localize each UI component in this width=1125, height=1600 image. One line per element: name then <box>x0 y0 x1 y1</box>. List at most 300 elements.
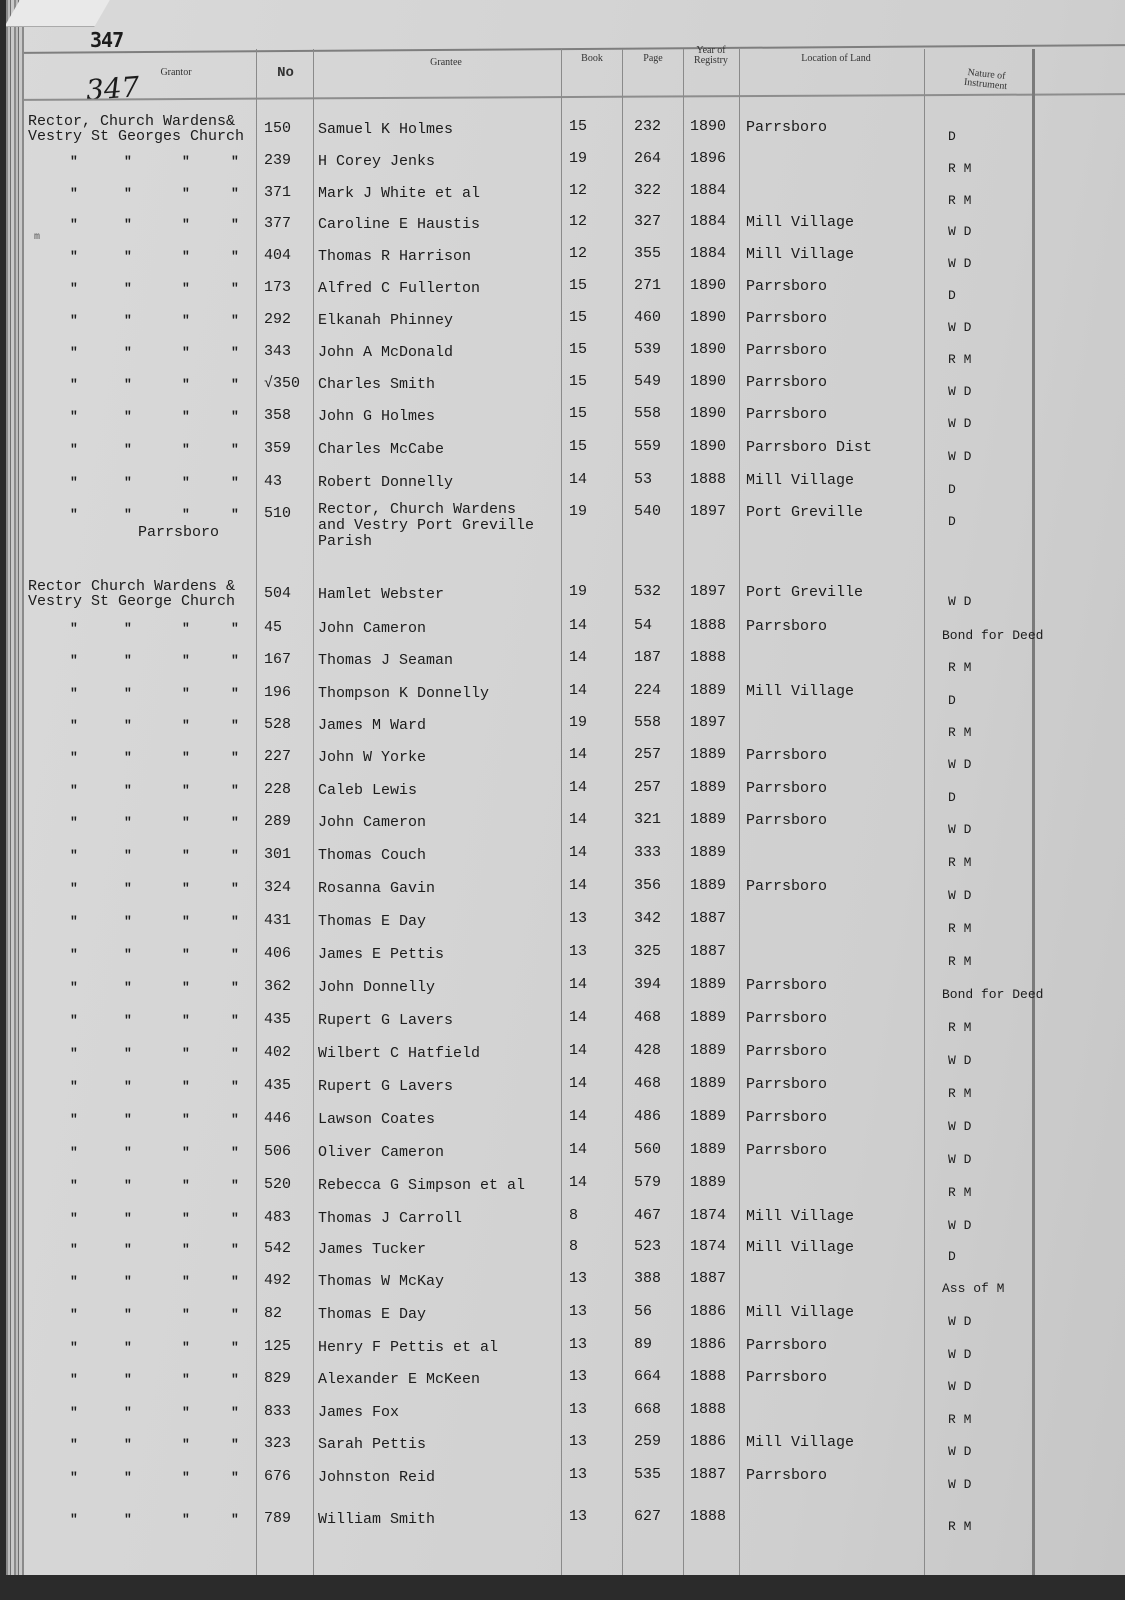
ditto-mark: " <box>231 313 239 328</box>
location-of-land: Mill Village <box>746 1304 855 1321</box>
ditto-mark: " <box>231 1242 239 1257</box>
ditto-mark: " <box>124 217 132 232</box>
location-of-land: Parrsboro <box>746 1109 828 1126</box>
grantee-name: John Cameron <box>318 620 427 637</box>
year-of-registry: 1897 <box>690 583 727 600</box>
nature-of-instrument: R M <box>948 1412 972 1427</box>
ditto-mark: " <box>124 1437 132 1452</box>
ditto-mark: " <box>182 1145 190 1160</box>
book-number: 15 <box>569 341 588 358</box>
nature-of-instrument: D <box>948 514 956 529</box>
entry-number: 167 <box>264 651 292 668</box>
ditto-mark: " <box>124 186 132 201</box>
year-of-registry: 1874 <box>690 1207 727 1224</box>
ditto-mark: " <box>182 377 190 392</box>
entry-number: 150 <box>264 120 292 137</box>
ditto-mark: " <box>70 442 78 457</box>
ditto-mark: " <box>124 1470 132 1485</box>
year-of-registry: 1888 <box>690 1401 727 1418</box>
entry-number: 542 <box>264 1240 292 1257</box>
nature-of-instrument: W D <box>948 822 972 837</box>
book-number: 14 <box>569 1009 588 1026</box>
ditto-mark: " <box>182 848 190 863</box>
location-of-land: Parrsboro <box>746 618 828 635</box>
ditto-mark: " <box>182 1211 190 1226</box>
ditto-mark: " <box>182 345 190 360</box>
ditto-mark: " <box>231 154 239 169</box>
table-row <box>6 684 1125 714</box>
ditto-mark: " <box>182 621 190 636</box>
grantee-name: Rupert G Lavers <box>318 1012 454 1029</box>
entry-number: 289 <box>264 813 292 830</box>
entry-number: √350 <box>264 375 301 392</box>
ditto-mark: " <box>124 154 132 169</box>
table-row <box>6 748 1125 778</box>
year-of-registry: 1887 <box>690 1270 727 1287</box>
page-number: 259 <box>634 1433 662 1450</box>
year-of-registry: 1890 <box>690 309 727 326</box>
ditto-mark: " <box>70 313 78 328</box>
book-number: 15 <box>569 277 588 294</box>
location-of-land: Parrsboro Dist <box>746 439 873 456</box>
table-row <box>6 1011 1125 1041</box>
ditto-mark: " <box>182 217 190 232</box>
ditto-mark: " <box>70 718 78 733</box>
location-of-land: Parrsboro <box>746 406 828 423</box>
location-of-land: Mill Village <box>746 1434 855 1451</box>
year-of-registry: 1896 <box>690 150 727 167</box>
grantee-name: James M Ward <box>318 717 427 734</box>
ditto-mark: " <box>70 1470 78 1485</box>
ditto-mark: " <box>70 848 78 863</box>
entry-number: 504 <box>264 585 292 602</box>
location-of-land: Parrsboro <box>746 1337 828 1354</box>
location-of-land: Parrsboro <box>746 310 828 327</box>
grantor-text: Vestry St George Church <box>28 593 236 610</box>
ditto-mark: " <box>70 345 78 360</box>
nature-of-instrument: W D <box>948 1152 972 1167</box>
grantee-name: H Corey Jenks <box>318 153 436 170</box>
page-number: 664 <box>634 1368 662 1385</box>
ditto-mark: " <box>231 1405 239 1420</box>
table-row <box>6 1077 1125 1107</box>
entry-number: 358 <box>264 407 292 424</box>
entry-number: 228 <box>264 781 292 798</box>
entry-number: 483 <box>264 1209 292 1226</box>
page-number: 232 <box>634 118 662 135</box>
ditto-mark: " <box>182 881 190 896</box>
page-number: 327 <box>634 213 662 230</box>
nature-of-instrument: D <box>948 288 956 303</box>
ditto-mark: " <box>70 750 78 765</box>
ditto-mark: " <box>70 1046 78 1061</box>
year-of-registry: 1889 <box>690 779 727 796</box>
ditto-mark: " <box>182 1470 190 1485</box>
ditto-mark: " <box>70 1242 78 1257</box>
page-number: 56 <box>634 1303 653 1320</box>
book-number: 13 <box>569 1401 588 1418</box>
table-row <box>6 407 1125 437</box>
entry-number: 406 <box>264 945 292 962</box>
book-number: 19 <box>569 150 588 167</box>
ditto-mark: " <box>124 653 132 668</box>
page-number: 321 <box>634 811 662 828</box>
table-row <box>6 1143 1125 1173</box>
ditto-mark: " <box>124 345 132 360</box>
grantee-name: Parish <box>318 533 373 550</box>
location-of-land: Mill Village <box>746 246 855 263</box>
nature-of-instrument: W D <box>948 320 972 335</box>
entry-number: 362 <box>264 978 292 995</box>
year-of-registry: 1887 <box>690 910 727 927</box>
ditto-mark: " <box>70 1512 78 1527</box>
entry-number: 323 <box>264 1435 292 1452</box>
nature-of-instrument: R M <box>948 193 972 208</box>
table-row <box>6 1209 1125 1239</box>
page-number: 264 <box>634 150 662 167</box>
nature-of-instrument: W D <box>948 1218 972 1233</box>
ditto-mark: " <box>182 1274 190 1289</box>
nature-of-instrument: Ass of M <box>942 1281 1005 1296</box>
ditto-mark: " <box>70 186 78 201</box>
entry-number: 676 <box>264 1468 292 1485</box>
ditto-mark: " <box>70 1405 78 1420</box>
book-number: 13 <box>569 1368 588 1385</box>
ditto-mark: " <box>70 1112 78 1127</box>
page-number: 460 <box>634 309 662 326</box>
year-of-registry: 1889 <box>690 1174 727 1191</box>
page-number: 468 <box>634 1009 662 1026</box>
ditto-mark: " <box>182 249 190 264</box>
grantee-name: Oliver Cameron <box>318 1144 445 1161</box>
page-number: 355 <box>634 245 662 262</box>
ditto-mark: " <box>124 718 132 733</box>
year-of-registry: 1897 <box>690 503 727 520</box>
ditto-mark: " <box>70 914 78 929</box>
book-number: 12 <box>569 245 588 262</box>
ditto-mark: " <box>231 281 239 296</box>
ditto-mark: " <box>182 686 190 701</box>
book-number: 15 <box>569 118 588 135</box>
location-of-land: Mill Village <box>746 472 855 489</box>
nature-of-instrument: W D <box>948 449 972 464</box>
table-row <box>6 1305 1125 1335</box>
ditto-mark: " <box>231 507 239 522</box>
table-row <box>6 1240 1125 1270</box>
ditto-mark: " <box>182 750 190 765</box>
nature-of-instrument: R M <box>948 725 972 740</box>
page-number: 627 <box>634 1508 662 1525</box>
ditto-mark: " <box>182 281 190 296</box>
ditto-mark: " <box>182 1340 190 1355</box>
entry-number: 43 <box>264 473 283 490</box>
entry-number: 510 <box>264 505 292 522</box>
ditto-mark: " <box>231 409 239 424</box>
ditto-mark: " <box>124 281 132 296</box>
entry-number: 833 <box>264 1403 292 1420</box>
table-row <box>6 978 1125 1008</box>
location-of-land: Parrsboro <box>746 747 828 764</box>
table-row <box>6 912 1125 942</box>
nature-of-instrument: W D <box>948 1477 972 1492</box>
ditto-mark: " <box>182 1178 190 1193</box>
ditto-mark: " <box>231 653 239 668</box>
grantee-name: Rebecca G Simpson et al <box>318 1177 526 1194</box>
ditto-mark: " <box>231 1307 239 1322</box>
ditto-mark: " <box>70 377 78 392</box>
ditto-mark: " <box>182 815 190 830</box>
table-row <box>6 343 1125 373</box>
entry-number: 829 <box>264 1370 292 1387</box>
ledger-page <box>6 0 1125 1575</box>
page-number: 333 <box>634 844 662 861</box>
year-of-registry: 1889 <box>690 1141 727 1158</box>
nature-of-instrument: W D <box>948 757 972 772</box>
ditto-mark: " <box>231 621 239 636</box>
grantee-name: Rector, Church Wardens <box>318 501 517 518</box>
page-number: 325 <box>634 943 662 960</box>
nature-of-instrument: R M <box>948 1185 972 1200</box>
page-number: 356 <box>634 877 662 894</box>
ditto-mark: " <box>124 1079 132 1094</box>
page-number: 54 <box>634 617 653 634</box>
location-of-land: Parrsboro <box>746 1010 828 1027</box>
ditto-mark: " <box>231 947 239 962</box>
book-number: 14 <box>569 1174 588 1191</box>
ditto-mark: " <box>231 1274 239 1289</box>
year-of-registry: 1889 <box>690 1075 727 1092</box>
page-number: 322 <box>634 182 662 199</box>
page-number: 540 <box>634 503 662 520</box>
year-of-registry: 1888 <box>690 617 727 634</box>
ditto-mark: " <box>231 1013 239 1028</box>
table-row <box>6 215 1125 245</box>
nature-of-instrument: R M <box>948 954 972 969</box>
entry-number: 371 <box>264 184 292 201</box>
ditto-mark: " <box>70 653 78 668</box>
nature-of-instrument: W D <box>948 1053 972 1068</box>
book-number: 14 <box>569 1108 588 1125</box>
page-number: 532 <box>634 583 662 600</box>
year-of-registry: 1890 <box>690 341 727 358</box>
grantee-name: James E Pettis <box>318 946 445 963</box>
grantee-name: Samuel K Holmes <box>318 121 454 138</box>
book-number: 19 <box>569 503 588 520</box>
year-of-registry: 1889 <box>690 746 727 763</box>
table-row <box>6 1510 1125 1540</box>
entry-number: 377 <box>264 215 292 232</box>
year-of-registry: 1889 <box>690 1108 727 1125</box>
year-of-registry: 1884 <box>690 182 727 199</box>
page-number: 560 <box>634 1141 662 1158</box>
grantee-name: Thomas E Day <box>318 913 427 930</box>
nature-of-instrument: R M <box>948 1020 972 1035</box>
entry-number: 82 <box>264 1305 283 1322</box>
grantee-name: and Vestry Port Greville <box>318 517 535 534</box>
nature-of-instrument: R M <box>948 1519 972 1534</box>
book-number: 14 <box>569 779 588 796</box>
page-number: 187 <box>634 649 662 666</box>
page-number: 257 <box>634 746 662 763</box>
entry-number: 435 <box>264 1077 292 1094</box>
nature-of-instrument: D <box>948 1249 956 1264</box>
location-of-land: Parrsboro <box>746 119 828 136</box>
ditto-mark: " <box>124 1242 132 1257</box>
ditto-mark: " <box>124 377 132 392</box>
ditto-mark: " <box>124 1013 132 1028</box>
nature-of-instrument: W D <box>948 256 972 271</box>
table-row <box>6 619 1125 649</box>
ditto-mark: " <box>70 1211 78 1226</box>
ditto-mark: " <box>182 1013 190 1028</box>
ditto-mark: " <box>182 154 190 169</box>
entry-number: 446 <box>264 1110 292 1127</box>
grantee-name: Elkanah Phinney <box>318 312 454 329</box>
book-number: 14 <box>569 844 588 861</box>
ditto-mark: " <box>70 281 78 296</box>
location-of-land: Parrsboro <box>746 1043 828 1060</box>
year-of-registry: 1888 <box>690 649 727 666</box>
grantee-name: Alfred C Fullerton <box>318 280 481 297</box>
grantor-extra: Parrsboro <box>138 524 220 541</box>
table-row <box>6 813 1125 843</box>
table-row <box>6 473 1125 503</box>
entry-number: 528 <box>264 716 292 733</box>
table-row <box>6 247 1125 277</box>
ditto-mark: " <box>231 815 239 830</box>
grantee-name: Thomas W McKay <box>318 1273 445 1290</box>
page-number: 271 <box>634 277 662 294</box>
table-row <box>6 1176 1125 1206</box>
entry-number: 435 <box>264 1011 292 1028</box>
ditto-mark: " <box>231 1178 239 1193</box>
book-number: 13 <box>569 1270 588 1287</box>
nature-of-instrument: R M <box>948 660 972 675</box>
book-number: 8 <box>569 1238 579 1255</box>
nature-of-instrument: R M <box>948 161 972 176</box>
book-number: 12 <box>569 213 588 230</box>
book-number: 13 <box>569 943 588 960</box>
location-of-land: Parrsboro <box>746 812 828 829</box>
table-row <box>6 1272 1125 1302</box>
ditto-mark: " <box>124 249 132 264</box>
header-location-of-land: Location of Land <box>801 53 871 64</box>
year-of-registry: 1886 <box>690 1336 727 1353</box>
book-number: 14 <box>569 617 588 634</box>
table-row <box>6 716 1125 746</box>
table-row <box>6 1370 1125 1400</box>
ditto-mark: " <box>231 914 239 929</box>
entry-number: 431 <box>264 912 292 929</box>
page-number: 467 <box>634 1207 662 1224</box>
ditto-mark: " <box>231 1437 239 1452</box>
ditto-mark: " <box>70 1013 78 1028</box>
ditto-mark: " <box>231 718 239 733</box>
book-number: 12 <box>569 182 588 199</box>
ditto-mark: " <box>124 881 132 896</box>
header-page: Page <box>643 53 663 64</box>
grantee-name: Thomas E Day <box>318 1306 427 1323</box>
grantor-text: Rector Church Wardens & <box>28 578 236 595</box>
ditto-mark: " <box>70 815 78 830</box>
ditto-mark: " <box>182 1307 190 1322</box>
ditto-mark: " <box>70 1079 78 1094</box>
grantee-name: Thompson K Donnelly <box>318 685 490 702</box>
year-of-registry: 1890 <box>690 373 727 390</box>
ditto-mark: " <box>231 442 239 457</box>
location-of-land: Parrsboro <box>746 1076 828 1093</box>
ditto-mark: " <box>231 1512 239 1527</box>
location-of-land: Parrsboro <box>746 878 828 895</box>
book-number: 13 <box>569 1303 588 1320</box>
nature-of-instrument: W D <box>948 384 972 399</box>
ditto-mark: " <box>231 1112 239 1127</box>
grantee-name: Alexander E McKeen <box>318 1371 481 1388</box>
page-number: 523 <box>634 1238 662 1255</box>
table-row <box>6 279 1125 309</box>
ditto-mark: " <box>182 718 190 733</box>
book-number: 14 <box>569 1042 588 1059</box>
ditto-mark: " <box>231 686 239 701</box>
grantee-name: Henry F Pettis et al <box>318 1339 499 1356</box>
ditto-mark: " <box>124 947 132 962</box>
year-of-registry: 1897 <box>690 714 727 731</box>
book-number: 13 <box>569 1433 588 1450</box>
ditto-mark: " <box>70 409 78 424</box>
nature-of-instrument: Bond for Deed <box>942 987 1044 1002</box>
ditto-mark: " <box>124 686 132 701</box>
ditto-mark: " <box>182 507 190 522</box>
nature-of-instrument: W D <box>948 1444 972 1459</box>
ditto-mark: " <box>124 980 132 995</box>
ditto-mark: " <box>124 1405 132 1420</box>
year-of-registry: 1889 <box>690 844 727 861</box>
year-of-registry: 1874 <box>690 1238 727 1255</box>
nature-of-instrument: W D <box>948 224 972 239</box>
page-number: 558 <box>634 714 662 731</box>
header-year-of-registry: Year of Registry <box>694 45 728 66</box>
ditto-mark: " <box>124 507 132 522</box>
ditto-mark: " <box>182 980 190 995</box>
ditto-mark: " <box>182 475 190 490</box>
book-number: 14 <box>569 682 588 699</box>
book-number: 13 <box>569 1508 588 1525</box>
table-row <box>6 1110 1125 1140</box>
ditto-mark: " <box>70 947 78 962</box>
nature-of-instrument: D <box>948 693 956 708</box>
page-number: 388 <box>634 1270 662 1287</box>
table-row <box>6 184 1125 214</box>
ditto-mark: " <box>231 1340 239 1355</box>
nature-of-instrument: Bond for Deed <box>942 628 1044 643</box>
year-of-registry: 1890 <box>690 118 727 135</box>
ditto-mark: " <box>231 750 239 765</box>
grantee-name: James Fox <box>318 1404 400 1421</box>
ditto-mark: " <box>124 1340 132 1355</box>
book-number: 15 <box>569 405 588 422</box>
ditto-mark: " <box>182 947 190 962</box>
ditto-mark: " <box>182 186 190 201</box>
page-number: 539 <box>634 341 662 358</box>
year-of-registry: 1884 <box>690 213 727 230</box>
ditto-mark: " <box>70 475 78 490</box>
page-number: 224 <box>634 682 662 699</box>
ditto-mark: " <box>231 783 239 798</box>
nature-of-instrument: W D <box>948 416 972 431</box>
book-number: 14 <box>569 976 588 993</box>
location-of-land: Parrsboro <box>746 977 828 994</box>
entry-number: 173 <box>264 279 292 296</box>
